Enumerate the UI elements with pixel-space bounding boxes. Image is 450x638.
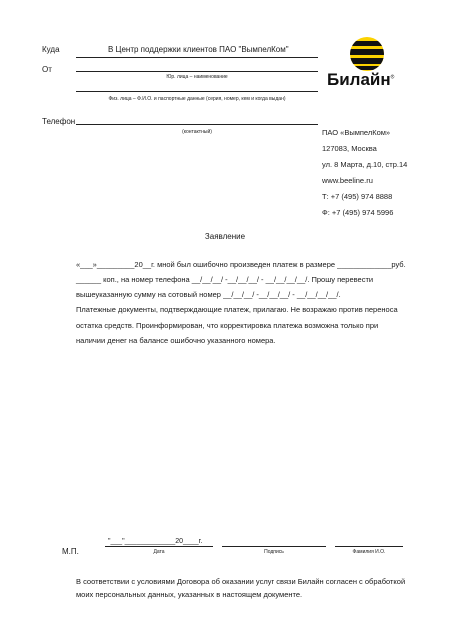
company-postcode-city: 127083, Москва <box>322 144 377 153</box>
statement-paragraph-2: Платежные документы, подтверждающие платеж, прилагаю. Не возражаю против переноса остатка средств. Проинформирован, что корректировка платежа возможна только при наличии денег на балансе ошибочно указанного номера. <box>76 305 398 345</box>
consent-text: В соответствии с условиями Договора об оказании услуг связи Билайн согласен с обработкой моих персональных данных, указанных в настоящем документе. <box>76 577 406 599</box>
contact-caption: (контактный) <box>182 129 212 135</box>
company-fax: Ф: +7 (495) 974 5996 <box>322 208 394 217</box>
sign-line[interactable] <box>222 546 326 547</box>
company-website[interactable]: www.beeline.ru <box>322 176 373 185</box>
brand-name: Билайн® <box>327 70 395 89</box>
company-street: ул. 8 Марта, д.10, стр.14 <box>322 160 408 169</box>
to-line <box>76 57 318 58</box>
sign-caption: Подпись <box>264 549 284 555</box>
legal-entity-caption: Юр. лица – наименование <box>166 74 228 80</box>
document-title: Заявление <box>204 232 246 241</box>
company-name: ПАО «ВымпелКом» <box>322 128 391 137</box>
company-phone: Т: +7 (495) 974 8888 <box>322 192 393 201</box>
date-caption: Дата <box>153 549 165 555</box>
individual-caption: Физ. лица – Ф.И.О. и паспортные данные (серия, номер, кем и когда выдан) <box>108 96 286 102</box>
individual-line[interactable] <box>76 91 318 92</box>
recipient-value: В Центр поддержки клиентов ПАО "ВымпелКом" <box>108 45 289 54</box>
statement-line-3: вышеуказанную сумму на сотовый номер __/__/__/ -__/__/__/ - __/__/__/__/. <box>76 290 341 299</box>
phone-line[interactable] <box>76 124 318 125</box>
fullname-caption: Фамилия И.О. <box>352 549 386 555</box>
fullname-line[interactable] <box>335 546 403 547</box>
from-label: От <box>42 65 52 74</box>
signature-date-line: "___"_____________20____г. <box>108 538 203 545</box>
date-signature-line[interactable] <box>105 546 213 547</box>
beeline-logo-icon <box>350 37 384 71</box>
statement-line-1: «___»_________20__г. мной был ошибочно произведен платеж в размере _____________руб. <box>76 260 406 269</box>
company-address <box>322 125 442 221</box>
to-label: Куда <box>42 45 60 54</box>
phone-label: Телефон <box>42 117 76 126</box>
stamp-label: М.П. <box>62 547 79 556</box>
statement-line-2: ______ коп., на номер телефона __/__/__/ -__/__/__/ - __/__/__/__/. Прошу перевести <box>76 275 374 284</box>
from-line[interactable] <box>76 71 318 72</box>
